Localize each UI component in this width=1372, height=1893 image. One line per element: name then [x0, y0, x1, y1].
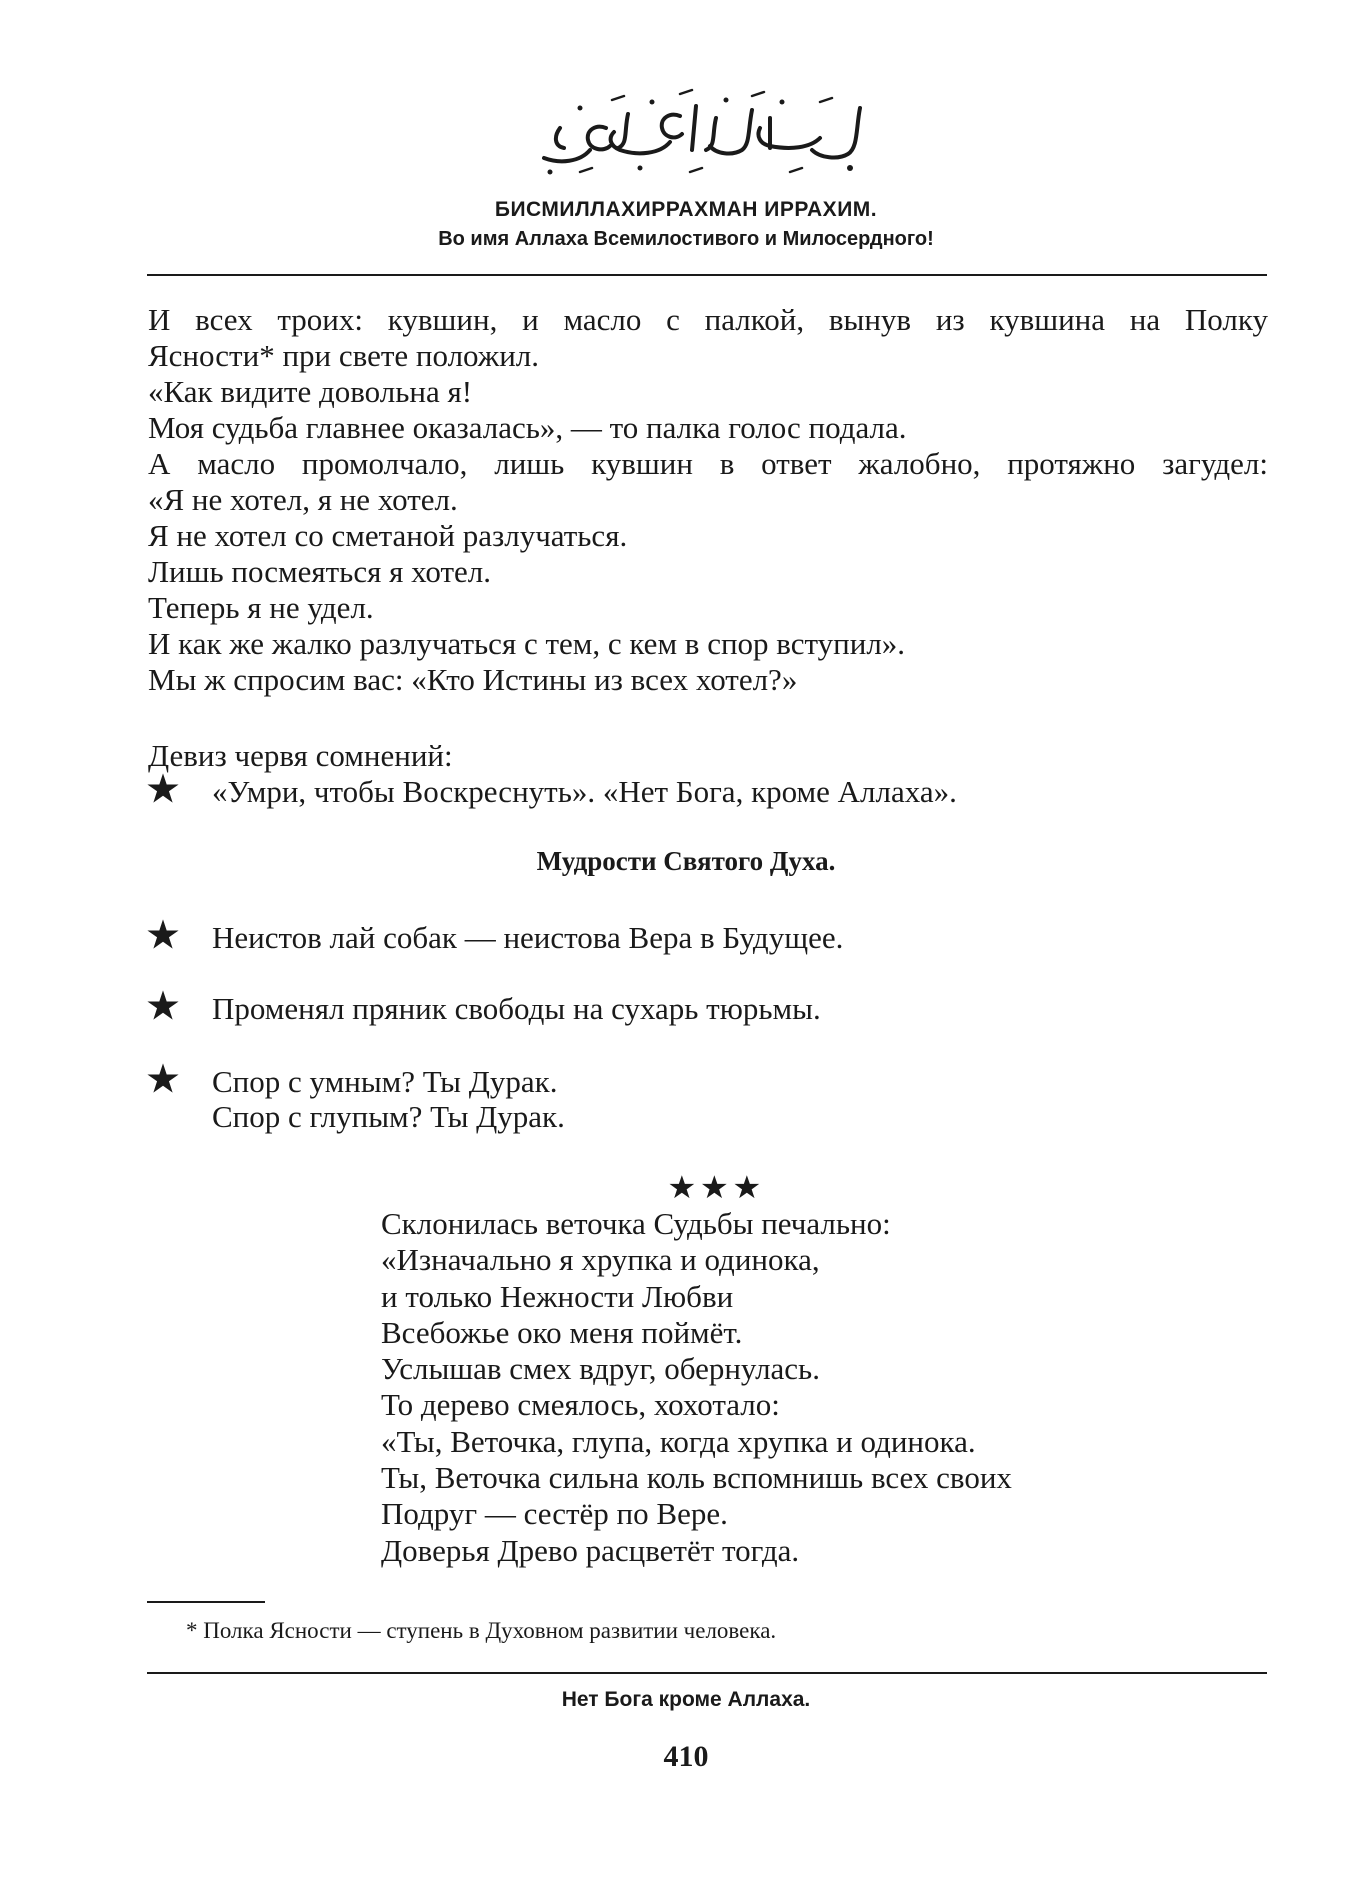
motto-text: «Умри, чтобы Воскреснуть». «Нет Бога, кроме Аллаха».	[212, 774, 957, 809]
poem-line: Всебожье око меня поймёт.	[381, 1314, 743, 1350]
body-line: А масло промолчало, лишь кувшин в ответ жалобно, протяжно загудел:	[148, 446, 1268, 481]
three-stars-separator-icon	[665, 1174, 765, 1200]
wisdom-item: Неистов лай собак — неистова Вера в Будущее.	[212, 920, 844, 955]
header-subtitle: Во имя Аллаха Всемилостивого и Милосердного!	[438, 228, 934, 250]
motto-label: Девиз червя сомнений:	[148, 738, 453, 773]
body-line: Я не хотел со сметаной разлучаться.	[148, 518, 628, 553]
body-line: Ясности* при свете положил.	[148, 338, 540, 373]
poem-line: «Изначально я хрупка и одинока,	[381, 1242, 820, 1278]
body-line: И всех троих: кувшин, и масло с палкой, вынув из кувшина на Полку	[148, 302, 1268, 337]
page-number: 410	[663, 1740, 709, 1773]
bismillah-calligraphy	[520, 88, 880, 178]
header-title: БИСМИЛЛАХИРРАХМАН ИРРАХИМ.	[494, 198, 878, 221]
wisdom-item: Спор с глупым? Ты Дурак.	[212, 1099, 565, 1134]
star-bullet-icon	[146, 989, 180, 1023]
poem-line: Услышав смех вдруг, обернулась.	[381, 1351, 820, 1387]
body-line: Теперь я не удел.	[148, 590, 374, 625]
star-bullet-icon	[146, 1062, 180, 1096]
body-line: «Я не хотел, я не хотел.	[148, 482, 458, 517]
wisdom-item: Спор с умным? Ты Дурак.	[212, 1064, 558, 1099]
body-line: Моя судьба главнее оказалась», — то палка голос подала.	[148, 410, 907, 445]
section-heading: Мудрости Святого Духа.	[536, 846, 836, 876]
poem-line: Подруг — сестёр по Вере.	[381, 1496, 728, 1532]
star-bullet-icon	[146, 918, 180, 952]
footer-divider	[147, 1672, 1267, 1674]
body-text	[148, 302, 1268, 698]
wisdom-item: Променял пряник свободы на сухарь тюрьмы.	[212, 991, 821, 1026]
poem	[381, 1206, 1181, 1569]
poem-line: и только Нежности Любви	[381, 1278, 734, 1314]
poem-line: Склонилась веточка Судьбы печально:	[381, 1206, 891, 1241]
footnote: * Полка Ясности — ступень в Духовном развитии человека.	[186, 1618, 777, 1643]
body-line: И как же жалко разлучаться с тем, с кем в спор вступил».	[148, 626, 906, 661]
body-line: «Как видите довольна я!	[148, 374, 473, 409]
footnote-divider	[147, 1601, 265, 1603]
poem-line: «Ты, Веточка, глупа, когда хрупка и одинока.	[381, 1423, 976, 1459]
poem-line: Доверья Древо расцветёт тогда.	[381, 1532, 800, 1568]
body-line: Мы ж спросим вас: «Кто Истины из всех хотел?»	[148, 662, 798, 697]
poem-line: То дерево смеялось, хохотало:	[381, 1387, 780, 1423]
header-divider	[147, 274, 1267, 276]
poem-line: Ты, Веточка сильна коль вспомнишь всех своих	[381, 1460, 1012, 1496]
footer-text: Нет Бога кроме Аллаха.	[561, 1688, 811, 1711]
star-bullet-icon	[146, 772, 180, 806]
body-line: Лишь посмеяться я хотел.	[148, 554, 492, 589]
